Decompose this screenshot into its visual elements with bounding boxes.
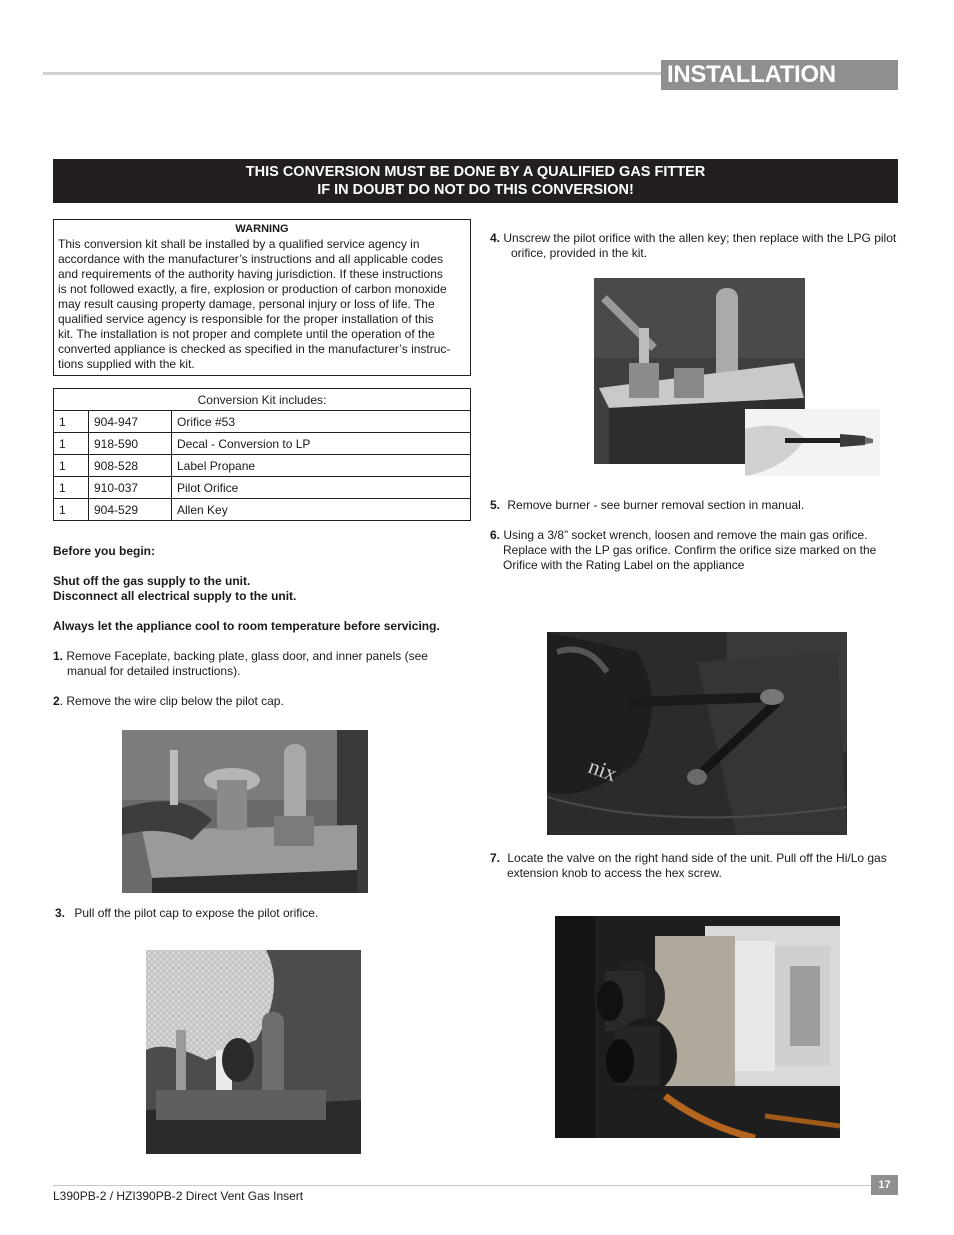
table-row <box>54 411 471 433</box>
step-text: . Remove the wire clip below the pilot cap. <box>59 694 284 708</box>
step-number: 2 <box>53 694 60 708</box>
step-3 <box>55 906 318 921</box>
step-2 <box>53 694 284 709</box>
step-1 <box>53 649 471 679</box>
kit-qty: 1 <box>54 499 89 521</box>
kit-desc: Decal - Conversion to LP <box>172 433 471 455</box>
page-number: 17 <box>871 1175 898 1195</box>
before-heading: Before you begin: <box>53 544 156 558</box>
kit-desc: Label Propane <box>172 455 471 477</box>
step-text: Remove burner - see burner removal section in manual. <box>507 498 805 512</box>
step-text: Remove Faceplate, backing plate, glass door, and inner panels (see <box>66 649 428 663</box>
warning-line: and requirements of the authority having jurisdiction. If these instructions <box>58 267 443 281</box>
kit-table <box>53 388 471 521</box>
step-text: Replace with the LP gas orifice. Confirm the orifice size marked on the <box>503 543 877 557</box>
step-text: Unscrew the pilot orifice with the allen key; then replace with the LPG pilot <box>503 231 897 245</box>
cool-note: Always let the appliance cool to room temperature before servicing. <box>53 619 440 633</box>
kit-desc: Allen Key <box>172 499 471 521</box>
kit-qty: 1 <box>54 411 89 433</box>
kit-part: 904-529 <box>89 499 172 521</box>
disconnect-note: Disconnect all electrical supply to the unit. <box>53 589 297 603</box>
footer-rule <box>53 1185 871 1186</box>
shutoff-note: Shut off the gas supply to the unit. <box>53 574 251 588</box>
warning-line: may result causing property damage, personal injury or loss of life. The <box>58 297 435 311</box>
step-text: Locate the valve on the right hand side of the unit. Pull off the Hi/Lo gas <box>507 851 887 865</box>
step-text: orifice, provided in the kit. <box>511 246 648 260</box>
table-row <box>54 499 471 521</box>
banner-line-2: IF IN DOUBT DO NOT DO THIS CONVERSION! <box>317 182 634 198</box>
banner-line-1: THIS CONVERSION MUST BE DONE BY A QUALIFIED GAS FITTER <box>245 164 706 180</box>
table-row <box>54 455 471 477</box>
warning-line: This conversion kit shall be installed by a qualified service agency in <box>58 237 420 251</box>
allen-key-inset-photo <box>745 409 880 476</box>
step-number: 3. <box>55 906 66 920</box>
kit-qty: 1 <box>54 477 89 499</box>
header-rule <box>43 72 661 75</box>
socket-wrench-photo <box>547 632 847 835</box>
kit-part: 910-037 <box>89 477 172 499</box>
kit-desc: Pilot Orifice <box>172 477 471 499</box>
step-number: 6. <box>490 528 501 542</box>
step-6 <box>490 528 898 573</box>
gas-valve-photo <box>555 916 840 1138</box>
section-title: INSTALLATION <box>661 60 898 90</box>
warning-line: kit. The installation is not proper and complete until the operation of the <box>58 327 435 341</box>
warning-line: is not followed exactly, a fire, explosion or production of carbon monoxide <box>58 282 447 296</box>
warning-banner <box>53 159 898 203</box>
kit-qty: 1 <box>54 455 89 477</box>
step-5 <box>490 498 804 513</box>
step-4 <box>490 231 898 261</box>
step-text: Using a 3/8” socket wrench, loosen and remove the main gas orifice. <box>503 528 868 542</box>
kit-part: 904-947 <box>89 411 172 433</box>
warning-line: converted appliance is checked as specified in the manufacturer’s instruc- <box>58 342 451 356</box>
step-number: 1. <box>53 649 64 663</box>
kit-table-header: Conversion Kit includes: <box>54 389 471 411</box>
warning-line: tions supplied with the kit. <box>58 357 195 371</box>
pilot-wire-clip-photo <box>122 730 368 893</box>
step-number: 4. <box>490 231 501 245</box>
kit-table-header-row <box>54 389 471 411</box>
step-text: manual for detailed instructions). <box>67 664 241 678</box>
kit-qty: 1 <box>54 433 89 455</box>
step-text: Orifice with the Rating Label on the appliance <box>503 558 745 572</box>
warning-line: accordance with the manufacturer’s instructions and all applicable codes <box>58 252 444 266</box>
warning-title: WARNING <box>235 223 289 235</box>
warning-box <box>53 219 471 376</box>
warning-line: qualified service agency is responsible for the proper installation of this <box>58 312 434 326</box>
step-text: Pull off the pilot cap to expose the pilot orifice. <box>74 906 319 920</box>
kit-part: 918-590 <box>89 433 172 455</box>
step-text: extension knob to access the hex screw. <box>507 866 722 880</box>
footer-model: L390PB-2 / HZI390PB-2 Direct Vent Gas Insert <box>53 1189 304 1203</box>
step-number: 5. <box>490 498 501 512</box>
table-row <box>54 477 471 499</box>
step-7 <box>490 851 898 881</box>
kit-part: 908-528 <box>89 455 172 477</box>
kit-desc: Orifice #53 <box>172 411 471 433</box>
table-row <box>54 433 471 455</box>
glove-label: nix <box>585 753 621 787</box>
step-number: 7. <box>490 851 501 865</box>
pilot-cap-photo <box>146 950 361 1154</box>
